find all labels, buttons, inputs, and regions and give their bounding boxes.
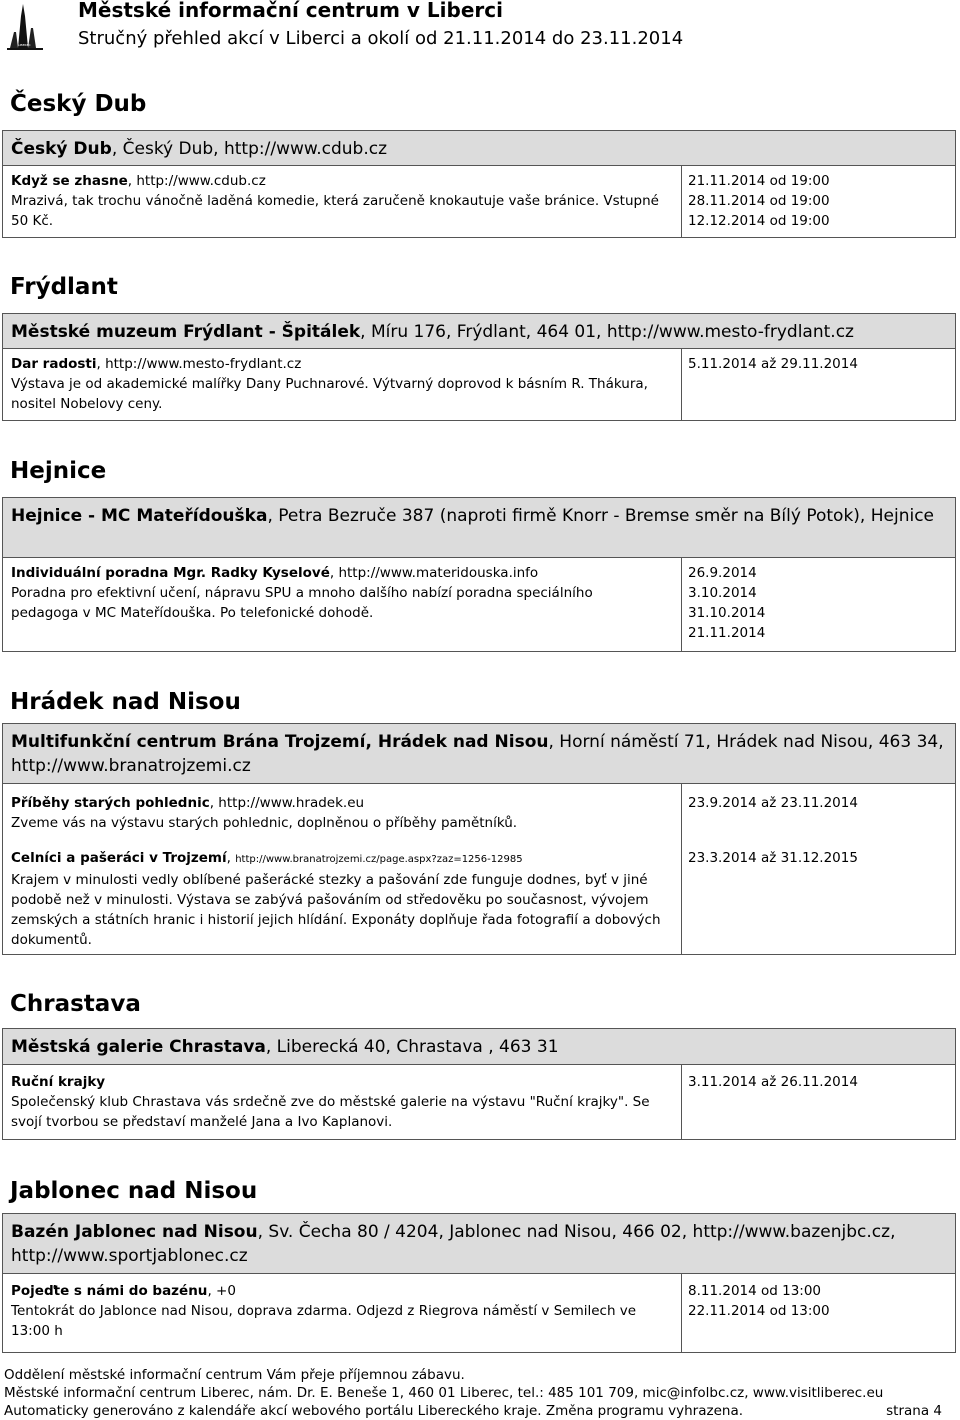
event-jablonec-0 bbox=[11, 1281, 671, 1341]
event-title: Příběhy starých pohlednic bbox=[11, 795, 210, 811]
venue-details: , Liberecká 40, Chrastava , 463 31 bbox=[265, 1037, 559, 1057]
event-description: Mrazivá, tak trochu vánočně laděná komedie, která zaručeně knokautuje vaše bránice. Vstupné 50 Kč. bbox=[11, 193, 659, 229]
venue-jablonec-nad-nisou bbox=[2, 1213, 956, 1274]
event-title: Pojeďte s námi do bazénu bbox=[11, 1283, 208, 1299]
event-date: 26.9.2014 bbox=[688, 565, 757, 581]
venue-name: Hejnice - MC Mateřídouška bbox=[11, 506, 268, 526]
column-divider bbox=[681, 165, 682, 237]
page-subtitle: Stručný přehled akcí v Liberci a okolí od 21.11.2014 do 23.11.2014 bbox=[78, 28, 684, 49]
event-url[interactable]: http://www.branatrojzemi.cz/page.aspx?zaz=1256-12985 bbox=[235, 854, 523, 865]
event-chrastava-0 bbox=[11, 1072, 671, 1132]
event-url[interactable]: , http://www.cdub.cz bbox=[127, 173, 266, 189]
event-title: Celníci a pašeráci v Trojzemí bbox=[11, 850, 227, 866]
town-heading-cesky-dub: Český Dub bbox=[10, 91, 147, 117]
event-hejnice-0 bbox=[11, 563, 651, 623]
venue-name: Multifunkční centrum Brána Trojzemí, Hrádek nad Nisou bbox=[11, 732, 549, 752]
event-dates bbox=[688, 563, 948, 643]
event-description: Poradna pro efektivní učení, nápravu SPU a mnoho dalšího nabízí poradna speciálního pedagoga v MC Mateřídouška. Po telefonické dohodě. bbox=[11, 585, 593, 621]
event-title: Individuální poradna Mgr. Radky Kyselové bbox=[11, 565, 330, 581]
event-title: Ruční krajky bbox=[11, 1074, 106, 1090]
event-hradek-0 bbox=[11, 793, 671, 833]
venue-name: Městské muzeum Frýdlant - Špitálek bbox=[11, 322, 361, 342]
venue-hejnice bbox=[2, 497, 956, 558]
venue-frydlant bbox=[2, 313, 956, 349]
events-table-frydlant bbox=[2, 348, 956, 421]
event-description: Krajem v minulosti vedly oblíbené pašerácké stezky a pašování zde funguje dodnes, byť v jiné podobě než v minulosti. Výstava se zabývá pašováním od středověku po současnost, vývojem zemských a státních hranic i historií jejich hlídání. Exponáty doplňuje řada fotografií a dobových dokumentů. bbox=[11, 872, 661, 948]
event-dates bbox=[688, 171, 948, 231]
town-heading-hejnice: Hejnice bbox=[10, 458, 107, 484]
venue-chrastava bbox=[2, 1028, 956, 1065]
town-heading-hradek-nad-nisou: Hrádek nad Nisou bbox=[10, 689, 241, 715]
event-cesky-dub-0 bbox=[11, 171, 671, 231]
event-date: 21.11.2014 bbox=[688, 625, 766, 641]
column-divider bbox=[681, 1064, 682, 1139]
column-divider bbox=[681, 1273, 682, 1352]
page-header bbox=[0, 0, 960, 60]
events-table-hejnice bbox=[2, 557, 956, 652]
town-heading-frydlant: Frýdlant bbox=[10, 274, 118, 300]
column-divider bbox=[681, 783, 682, 954]
venue-name: Bazén Jablonec nad Nisou bbox=[11, 1222, 258, 1242]
venue-details: , Petra Bezruče 387 (naproti firmě Knorr - Bremse směr na Bílý Potok), Hejnice bbox=[267, 506, 935, 526]
event-frydlant-0 bbox=[11, 354, 651, 414]
event-date: 12.12.2014 od 19:00 bbox=[688, 213, 830, 229]
event-url: , +0 bbox=[207, 1283, 236, 1299]
event-url[interactable]: , http://www.mesto-frydlant.cz bbox=[96, 356, 302, 372]
event-date: 3.11.2014 až 26.11.2014 bbox=[688, 1074, 858, 1090]
event-url[interactable]: , http://www.hradek.eu bbox=[209, 795, 365, 811]
svg-text:LIBEREC: LIBEREC bbox=[18, 43, 31, 47]
events-table-jablonec-nad-nisou bbox=[2, 1273, 956, 1353]
venue-name: Český Dub bbox=[11, 139, 112, 159]
venue-cesky-dub bbox=[2, 130, 956, 166]
column-divider bbox=[681, 348, 682, 420]
event-title-separator: , bbox=[226, 850, 236, 866]
event-date: 31.10.2014 bbox=[688, 605, 766, 621]
event-dates bbox=[688, 1281, 948, 1321]
event-date: 22.11.2014 od 13:00 bbox=[688, 1303, 830, 1319]
event-date: 21.11.2014 od 19:00 bbox=[688, 173, 830, 189]
town-heading-chrastava: Chrastava bbox=[10, 991, 141, 1017]
event-date: 3.10.2014 bbox=[688, 585, 757, 601]
page-number: strana 4 bbox=[886, 1403, 942, 1419]
footer-contact: Městské informační centrum Liberec, nám. Dr. E. Beneše 1, 460 01 Liberec, tel.: 485 101 709, mic@infolbc.cz, www.visitliberec.eu bbox=[4, 1385, 884, 1401]
event-date: 28.11.2014 od 19:00 bbox=[688, 193, 830, 209]
event-dates bbox=[688, 1072, 948, 1092]
event-hradek-1 bbox=[11, 848, 671, 950]
event-date: 5.11.2014 až 29.11.2014 bbox=[688, 356, 858, 372]
event-dates bbox=[688, 354, 948, 374]
venue-details: , Sv. Čecha 80 / 4204, Jablonec nad Nisou, 466 02, http://www.bazenjbc.cz, http://www.sportjablonec.cz bbox=[11, 1222, 896, 1266]
event-description: Zveme vás na výstavu starých pohlednic, doplněnou o příběhy pamětníků. bbox=[11, 815, 518, 831]
events-table-chrastava bbox=[2, 1064, 956, 1140]
events-table-hradek-nad-nisou bbox=[2, 783, 956, 955]
event-date: 8.11.2014 od 13:00 bbox=[688, 1283, 822, 1299]
liberec-city-logo-icon bbox=[4, 2, 46, 52]
page-title: Městské informační centrum v Liberci bbox=[78, 0, 503, 22]
page-footer bbox=[4, 1366, 956, 1420]
events-table-cesky-dub bbox=[2, 165, 956, 238]
event-url[interactable]: , http://www.materidouska.info bbox=[329, 565, 539, 581]
event-title: Když se zhasne bbox=[11, 173, 128, 189]
event-date: 23.9.2014 až 23.11.2014 bbox=[688, 795, 858, 811]
venue-details: , Míru 176, Frýdlant, 464 01, http://www.mesto-frydlant.cz bbox=[360, 322, 854, 342]
column-divider bbox=[681, 557, 682, 651]
event-dates bbox=[688, 793, 948, 813]
town-heading-jablonec-nad-nisou: Jablonec nad Nisou bbox=[10, 1178, 258, 1204]
event-description: Společenský klub Chrastava vás srdečně zve do městské galerie na výstavu "Ruční krajky". Se svojí tvorbou se představí manželé Jana a Ivo Kaplanovi. bbox=[11, 1094, 650, 1130]
venue-details: , Český Dub, http://www.cdub.cz bbox=[111, 139, 387, 159]
event-title: Dar radosti bbox=[11, 356, 97, 372]
event-description: Výstava je od akademické malířky Dany Puchnarové. Výtvarný doprovod k básním R. Thákura, nositel Nobelovy ceny. bbox=[11, 376, 648, 412]
event-description: Tentokrát do Jablonce nad Nisou, doprava zdarma. Odjezd z Riegrova náměstí v Semilech ve 13:00 h bbox=[11, 1303, 637, 1339]
footer-greeting: Oddělení městské informační centrum Vám přeje příjemnou zábavu. bbox=[4, 1367, 465, 1383]
event-date: 23.3.2014 až 31.12.2015 bbox=[688, 850, 858, 866]
venue-hradek-nad-nisou bbox=[2, 723, 956, 784]
venue-name: Městská galerie Chrastava bbox=[11, 1037, 266, 1057]
event-dates bbox=[688, 848, 948, 868]
venue-details: , Horní náměstí 71, Hrádek nad Nisou, 463 34, http://www.branatrojzemi.cz bbox=[11, 732, 944, 776]
footer-disclaimer: Automaticky generováno z kalendáře akcí webového portálu Libereckého kraje. Změna programu vyhrazena. bbox=[4, 1403, 744, 1419]
